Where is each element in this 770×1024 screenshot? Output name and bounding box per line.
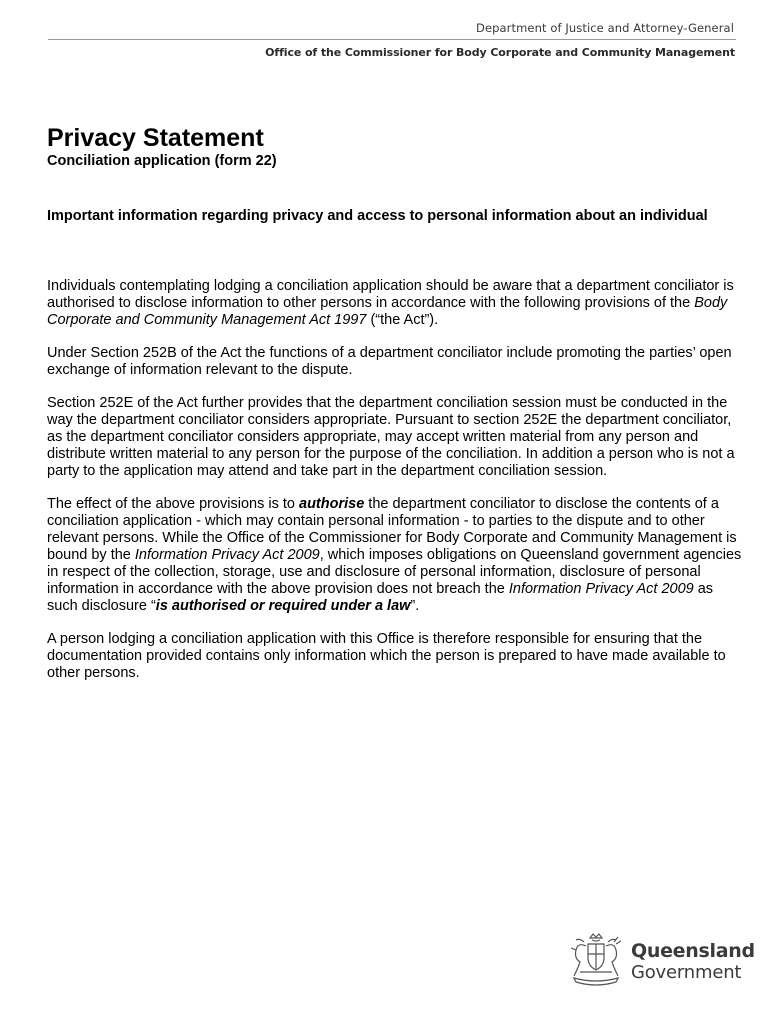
form-subtitle: Conciliation application (form 22) [47, 153, 277, 169]
text-run: as such disclosure “ [47, 581, 714, 614]
queensland-coat-of-arms-icon [566, 932, 626, 988]
text-run: The effect of the above provisions is to [47, 496, 300, 512]
page-title: Privacy Statement [47, 124, 264, 152]
act-title: Information Privacy Act 2009 [134, 547, 320, 563]
emphasis-authorised-by-law: is authorised or required under a law [155, 598, 411, 614]
paragraph-effect [47, 496, 747, 615]
text-run: ”. [410, 598, 420, 614]
paragraph-section-252b: Under Section 252B of the Act the functions of a department conciliator include promoting the parties’ open exchange of information relevant to the dispute. [47, 345, 732, 378]
important-heading: Important information regarding privacy and access to personal information about an individual [47, 208, 708, 224]
text-run: Individuals contemplating lodging a conciliation application should be aware that a department conciliator is authorised to disclose information to other persons in accordance with the following provisions of the [47, 278, 734, 311]
act-title: Information Privacy Act 2009 [508, 581, 694, 597]
office-name: Office of the Commissioner for Body Corporate and Community Management [265, 46, 735, 59]
logo-queensland-text: Queensland [631, 940, 755, 962]
queensland-government-logo [566, 932, 755, 988]
paragraph-section-252e: Section 252E of the Act further provides that the department conciliation session must be conducted in the way the department conciliator considers appropriate. Pursuant to section 252E the department conciliator, as the department conciliator considers appropriate, may accept written material from any person and distribute written material to any person for the purpose of the conciliation. In addition a person who is not a party to the application may attend and take part in the department conciliation session. [47, 395, 735, 479]
paragraph-disclosure [47, 278, 747, 329]
text-run: , which imposes obligations on Queensland government agencies in respect of the collection, storage, use and disclosure of personal information, disclosure of personal information in accordance with the above provision does not breach the [47, 547, 742, 597]
header-divider [48, 39, 736, 40]
logo-government-text: Government [631, 962, 742, 983]
text-run: (“the Act”). [366, 312, 439, 328]
emphasis-authorise: authorise [299, 496, 365, 512]
department-name: Department of Justice and Attorney-General [475, 21, 734, 35]
document-body [47, 278, 747, 698]
paragraph-responsibility: A person lodging a conciliation application with this Office is therefore responsible for ensuring that the documentation provided contains only information which the person is prepared to have made available to other persons. [47, 631, 726, 681]
text-run: the department conciliator to disclose the contents of a conciliation application - which may contain personal information - to parties to the dispute and to other relevant persons. While the Office of the Commissioner for Body Corporate and Community Management is bound by the [47, 496, 737, 563]
act-title: Body Corporate and Community Management Act 1997 [47, 295, 728, 328]
